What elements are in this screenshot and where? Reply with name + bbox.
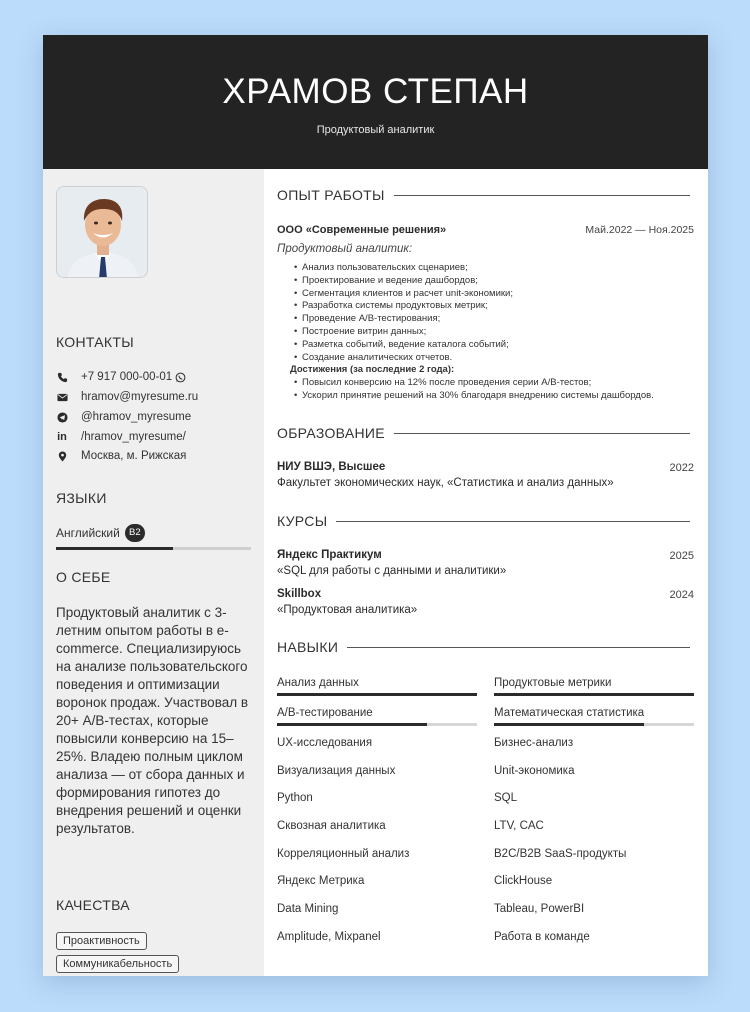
divider [336, 521, 690, 522]
language-level-badge: B2 [125, 524, 145, 542]
contacts-heading: КОНТАКТЫ [56, 334, 134, 350]
job-organization: ООО «Современные решения» [277, 224, 447, 236]
courses-heading [277, 513, 690, 529]
job-dates: Май.2022 — Ноя.2025 [585, 224, 694, 236]
education-detail: Факультет экономических наук, «Статистика и анализ данных» [277, 477, 614, 489]
divider [347, 647, 690, 648]
skill-level-fill [494, 723, 644, 726]
skill-item: Сквозная аналитика [277, 820, 386, 832]
language-item [56, 524, 251, 550]
skill-item: SQL [494, 792, 518, 804]
skill-item: LTV, CAC [494, 820, 544, 832]
skill-level-bar [494, 693, 694, 696]
courses-heading-text: КУРСЫ [277, 513, 328, 529]
contact-location [56, 448, 256, 464]
skill-item: Unit-экономика [494, 765, 575, 777]
contact-linkedin[interactable] [56, 429, 256, 445]
contact-location-text: Москва, м. Рижская [81, 450, 187, 462]
skill-item: Бизнес-анализ [494, 737, 574, 749]
whatsapp-icon [175, 372, 186, 383]
skill-item: B2C/B2B SaaS-продукты [494, 848, 627, 860]
skill-item: Работа в команде [494, 931, 590, 943]
skill-item: ClickHouse [494, 875, 553, 887]
about-heading: О СЕБЕ [56, 569, 111, 585]
qualities-list [56, 932, 256, 978]
list-item: • Создание аналитических отчетов. [294, 352, 694, 365]
quality-chip: Коммуникабельность [56, 955, 179, 973]
skill-item: UX-исследования [277, 737, 373, 749]
skill-level-fill [277, 723, 427, 726]
quality-chip: Проактивность [56, 932, 147, 950]
rated-skill [277, 707, 477, 726]
language-proficiency-fill [56, 547, 173, 550]
skill-name: Математическая статистика [494, 707, 645, 719]
experience-heading-text: ОПЫТ РАБОТЫ [277, 187, 385, 203]
language-name: Английский [56, 526, 120, 540]
profile-photo [56, 186, 148, 278]
sidebar [43, 169, 264, 976]
education-org: НИУ ВШЭ, Высшее [277, 461, 386, 473]
resume-sheet [43, 35, 708, 976]
list-item: • Разработка системы продуктовых метрик; [294, 300, 694, 313]
about-text: Продуктовый аналитик с 3-летним опытом работы в e-commerce. Специализируюсь на анализе пользовательского поведения и оптимизации воронок продаж. Участвовал в 20+ A/B-тестах, которые повысили конверсию на 15–25%. Владею полным циклом анализа — от сбора данных и формирования гипотез до внедрения решений и оценки результатов. [56, 605, 249, 836]
education-heading-text: ОБРАЗОВАНИЕ [277, 425, 385, 441]
main-content [264, 169, 708, 976]
contact-telegram[interactable] [56, 409, 256, 425]
achievements-heading: Достижения (за последние 2 года): [290, 364, 455, 376]
candidate-name: ХРАМОВ СТЕПАН [222, 72, 529, 111]
contact-phone-text: +7 917 000-00-01 [81, 371, 173, 383]
skill-item: Data Mining [277, 903, 339, 915]
skill-name: Анализ данных [277, 677, 359, 689]
skill-item: Amplitude, Mixpanel [277, 931, 381, 943]
skill-level-bar [277, 723, 477, 726]
rated-skill [277, 677, 477, 696]
divider [394, 195, 690, 196]
experience-heading [277, 187, 690, 203]
list-item: • Сегментация клиентов и расчет unit-экономики; [294, 288, 694, 301]
skill-item: Python [277, 792, 313, 804]
skill-item: Визуализация данных [277, 765, 396, 777]
contact-telegram-text: @hramov_myresume [81, 411, 192, 423]
contact-linkedin-text: /hramov_myresume/ [81, 431, 186, 443]
list-item: • Разметка событий, ведение каталога событий; [294, 339, 694, 352]
divider [394, 433, 690, 434]
resume-header [43, 35, 708, 169]
language-proficiency-bar [56, 547, 251, 550]
skill-item: Tableau, PowerBI [494, 903, 585, 915]
education-year: 2022 [669, 462, 694, 474]
course-year: 2025 [669, 550, 694, 562]
list-item: • Анализ пользовательских сценариев; [294, 262, 694, 275]
linkedin-icon: in [57, 431, 67, 443]
mail-icon [56, 391, 68, 403]
list-item: • Проектирование и ведение дашбордов; [294, 275, 694, 288]
job-role: Продуктовый аналитик: [277, 243, 413, 255]
list-item: • Ускорил принятие решений на 30% благодаря внедрению системы дашбордов. [294, 390, 694, 403]
location-icon [56, 450, 68, 462]
skill-item: Корреляционный анализ [277, 848, 410, 860]
languages-heading: ЯЗЫКИ [56, 490, 107, 506]
course-detail: «SQL для работы с данными и аналитики» [277, 565, 507, 577]
skill-item: Яндекс Метрика [277, 875, 365, 887]
contact-email[interactable] [56, 389, 256, 405]
course-year: 2024 [669, 589, 694, 601]
course-org: Skillbox [277, 588, 322, 600]
telegram-icon [56, 411, 68, 423]
list-item: • Проведение A/B-тестирования; [294, 313, 694, 326]
skill-name: Продуктовые метрики [494, 677, 612, 689]
skill-level-fill [494, 693, 694, 696]
contact-phone[interactable] [56, 369, 256, 385]
skill-level-bar [277, 693, 477, 696]
skill-level-bar [494, 723, 694, 726]
phone-icon [56, 371, 68, 383]
skills-heading [277, 639, 690, 655]
rated-skill [494, 707, 694, 726]
contact-email-text: hramov@myresume.ru [81, 391, 199, 403]
education-heading [277, 425, 690, 441]
list-item: • Повысил конверсию на 12% после проведения серии A/B-тестов; [294, 377, 694, 390]
candidate-role: Продуктовый аналитик [316, 124, 435, 136]
skills-heading-text: НАВЫКИ [277, 639, 339, 655]
rated-skill [494, 677, 694, 696]
skill-level-fill [277, 693, 477, 696]
list-item: • Построение витрин данных; [294, 326, 694, 339]
skill-name: A/B-тестирование [277, 707, 373, 719]
course-org: Яндекс Практикум [277, 549, 382, 561]
job-duties-list [290, 262, 694, 403]
course-detail: «Продуктовая аналитика» [277, 604, 418, 616]
qualities-heading: КАЧЕСТВА [56, 897, 130, 913]
